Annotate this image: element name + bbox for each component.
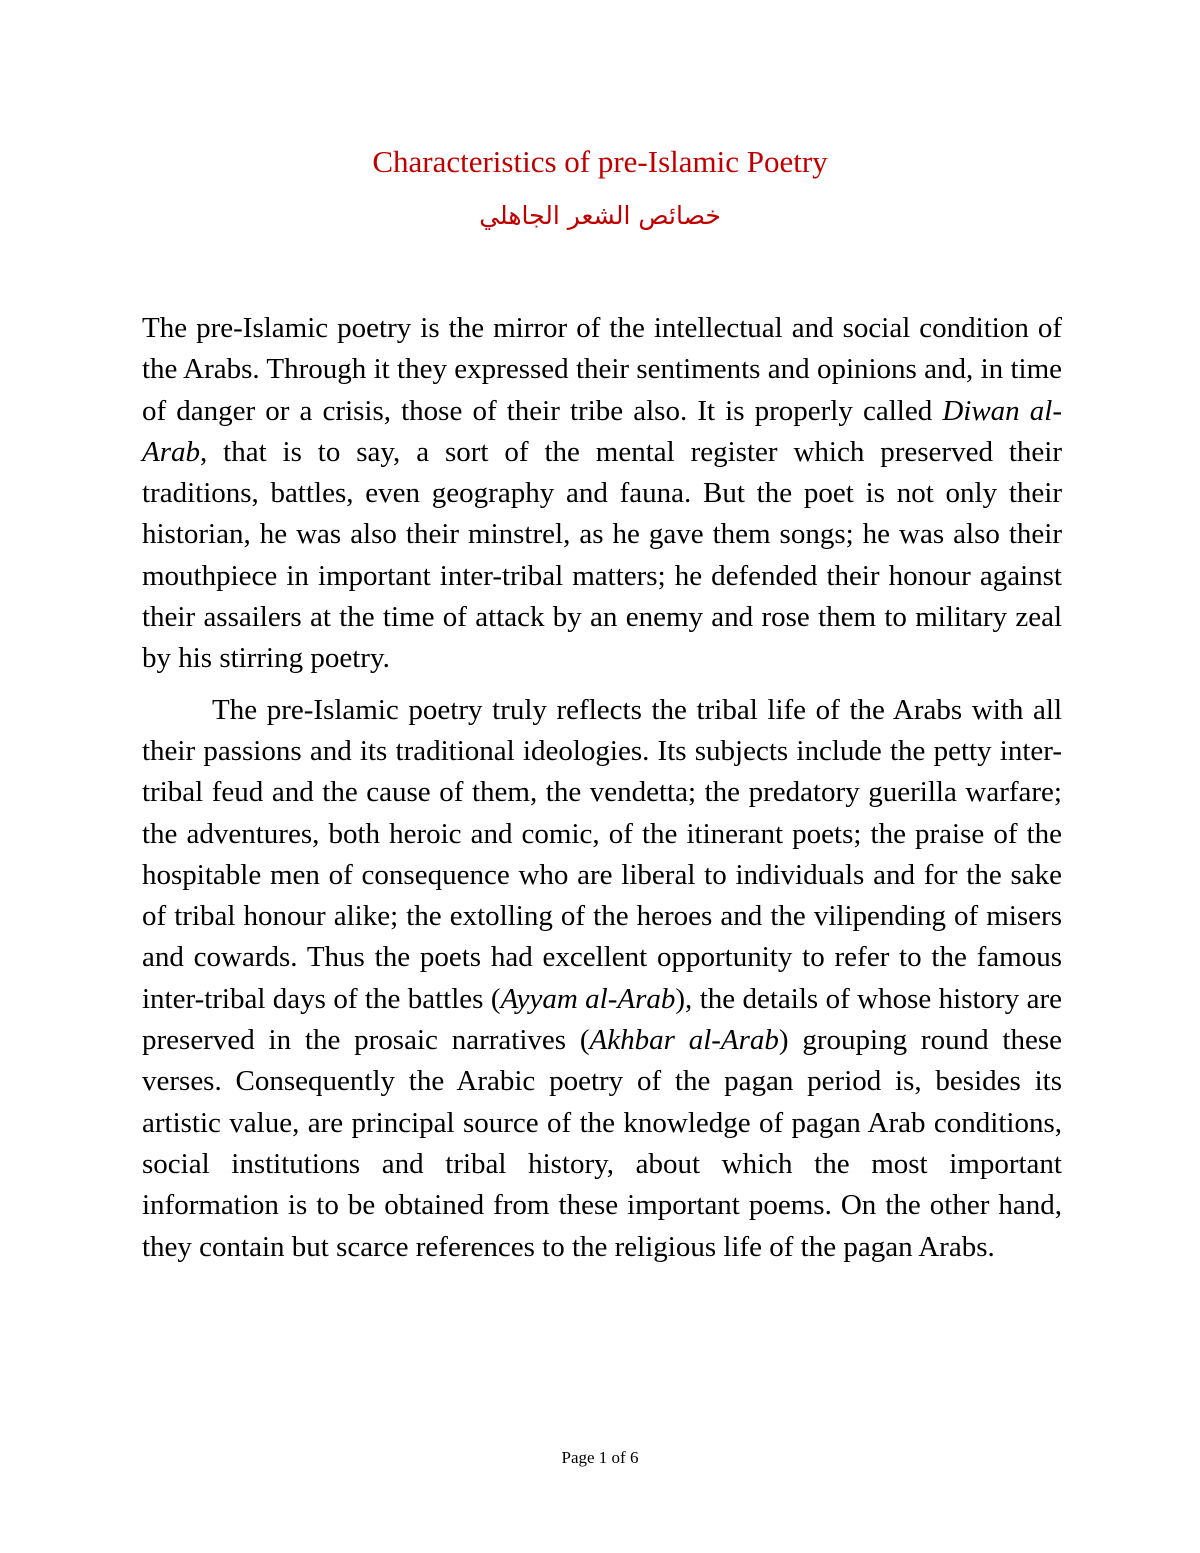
paragraph-1 bbox=[142, 308, 1062, 680]
paragraph-2 bbox=[142, 690, 1062, 1268]
paragraph-2-text-b: ), the details of whose history are preserved in the prosaic narratives ( bbox=[142, 982, 1062, 1057]
arabic-subtitle: خصائص الشعر الجاهلي bbox=[479, 201, 721, 230]
document-title: Characteristics of pre-Islamic Poetry bbox=[372, 144, 828, 179]
paragraph-2-italic-term-1: Ayyam al-Arab bbox=[500, 982, 676, 1015]
page-number-footer: Page 1 of 6 bbox=[561, 1448, 639, 1467]
document-body bbox=[142, 308, 1062, 1268]
paragraph-2-text-c: ) grouping round these verses. Consequently the Arabic poetry of the pagan period is, besides its artistic value, are principal source of the knowledge of pagan Arab conditions, social institutions and tribal history, about which the most important information is to be obtained from these important poems. On the other hand, they contain but scarce references to the religious life of the pagan Arabs. bbox=[142, 1024, 1062, 1263]
paragraph-1-italic-term: Diwan al-Arab bbox=[142, 394, 1063, 468]
paragraph-2-text-a: The pre-Islamic poetry truly reflects the tribal life of the Arabs with all their passions and its traditional ideologies. Its subjects include the petty inter-tribal feud and the cause of them, the vendetta; the predatory guerilla warfare; the adventures, both heroic and comic, of the itinerant poets; the praise of the hospitable men of consequence who are liberal to individuals and for the sake of tribal honour alike; the extolling of the heroes and the vilipending of misers and cowards. Thus the poets had excellent opportunity to refer to the famous inter-tribal days of the battles ( bbox=[142, 693, 1062, 1015]
paragraph-2-italic-term-2: Akhbar al-Arab bbox=[589, 1024, 779, 1057]
paragraph-1-text-b: , that is to say, a sort of the mental register which preserved their traditions, battles, even geography and fauna. But the poet is not only their historian, he was also their minstrel, as he gave them songs; he was also their mouthpiece in important inter-tribal matters; he defended their honour against their assailers at the time of attack by an enemy and rose them to military zeal by his stirring poetry. bbox=[142, 435, 1062, 675]
paragraph-1-text-a: The pre-Islamic poetry is the mirror of the intellectual and social condition of the Arabs. Through it they expressed their sentiments and opinions and, in time of danger or a crisis, those of their tribe also. It is properly called bbox=[142, 312, 1062, 427]
